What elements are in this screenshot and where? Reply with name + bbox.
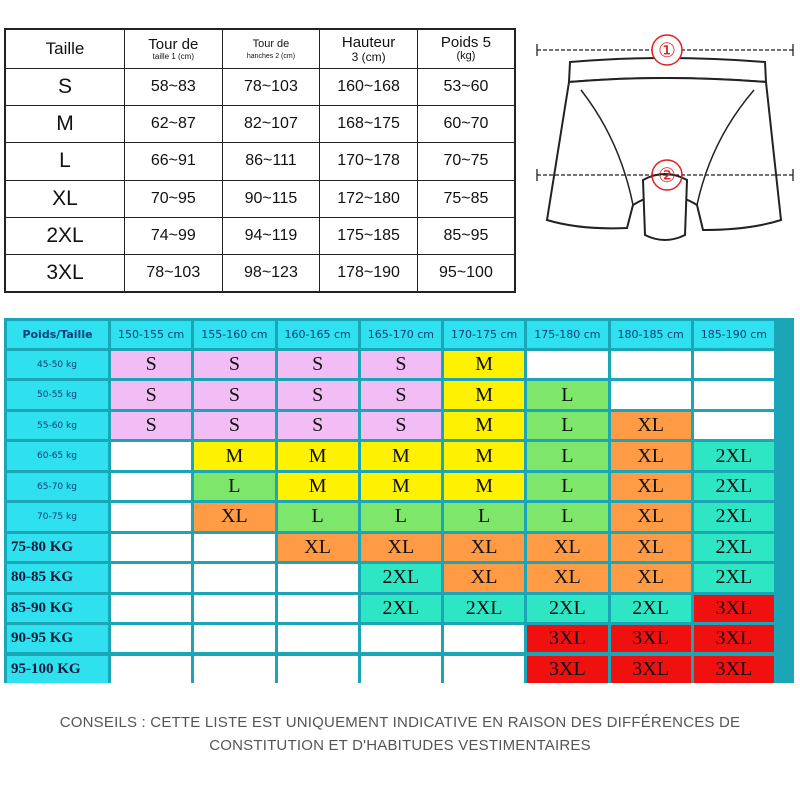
size-row [5,217,515,254]
size-recommendation-cell: 2XL [527,595,607,622]
size-recommendation-cell: 3XL [611,625,691,652]
size-recommendation-cell: XL [611,503,691,530]
size-recommendation-cell: S [111,351,191,378]
size-recommendation-cell: L [527,412,607,439]
size-recommendation-cell: 2XL [361,595,441,622]
height-cell: 168~175 [320,106,418,143]
size-recommendation-cell: M [278,442,358,469]
size-recommendation-cell [194,625,274,652]
size-recommendation-cell: XL [611,534,691,561]
size-row [5,106,515,143]
size-recommendation-cell: XL [194,503,274,530]
weight-row-header: 95-100 KG [7,656,108,683]
weight-row-header: 90-95 KG [7,625,108,652]
size-recommendation-cell [194,534,274,561]
advice-note [0,711,800,757]
shorts-measurement-illustration [535,30,795,265]
size-recommendation-cell: S [194,412,274,439]
size-recommendation-cell: XL [611,442,691,469]
hip-cell: 86~111 [222,143,320,180]
weight-cell: 75~85 [417,180,515,217]
size-recommendation-cell: L [278,503,358,530]
size-recommendation-cell: S [278,412,358,439]
size-recommendation-cell: L [527,473,607,500]
weight-row-header: 50-55 kg [7,381,108,408]
size-recommendation-cell: 2XL [611,595,691,622]
size-recommendation-cell: L [194,473,274,500]
waist-cell: 70~95 [125,180,223,217]
size-recommendation-cell [611,351,691,378]
size-recommendation-cell: L [527,503,607,530]
size-recommendation-cell [111,473,191,500]
size-recommendation-cell [611,381,691,408]
height-column-header: 185-190 cm [694,321,774,348]
header-sub-label: hanches 2 (cm) [246,52,296,60]
size-recommendation-cell: 3XL [611,656,691,683]
size-recommendation-cell: L [527,442,607,469]
advice-line-2: CONSTITUTION ET D'HABITUDES VESTIMENTAIRES [209,737,591,754]
waist-cell: 66~91 [125,143,223,180]
size-recommendation-cell [278,564,358,591]
hip-cell: 94~119 [222,217,320,254]
size-recommendation-cell: XL [278,534,358,561]
size-row [5,254,515,292]
weight-cell: 85~95 [417,217,515,254]
header-sub-label: (kg) [456,50,476,63]
hip-cell: 78~103 [222,69,320,106]
hip-cell: 98~123 [222,254,320,292]
size-recommendation-cell [111,503,191,530]
weight-row-header: 85-90 KG [7,595,108,622]
size-recommendation-cell [278,625,358,652]
size-recommendation-cell: XL [611,473,691,500]
size-recommendation-cell: M [194,442,274,469]
header-tour-de-taille [125,29,223,69]
size-recommendation-cell [111,564,191,591]
height-column-header: 175-180 cm [527,321,607,348]
size-recommendation-cell [361,656,441,683]
advice-line-1: CONSEILS : CETTE LISTE EST UNIQUEMENT INDICATIVE EN RAISON DES DIFFÉRENCES DE [59,714,741,731]
size-table-header-row [5,29,515,69]
size-recommendation-cell: 2XL [694,534,774,561]
size-recommendation-cell [111,595,191,622]
weight-cell: 53~60 [417,69,515,106]
size-recommendation-cell: XL [361,534,441,561]
size-recommendation-cell [694,351,774,378]
size-recommendation-cell: S [111,412,191,439]
size-recommendation-cell: M [444,473,524,500]
header-sub-label: 3 (cm) [351,49,386,64]
size-recommendation-cell: XL [611,412,691,439]
size-recommendation-cell [194,656,274,683]
size-recommendation-cell: XL [527,564,607,591]
size-recommendation-cell: M [444,412,524,439]
weight-row-header: 55-60 kg [7,412,108,439]
height-cell: 172~180 [320,180,418,217]
size-recommendation-cell [694,412,774,439]
size-recommendation-cell: 2XL [694,442,774,469]
size-recommendation-cell [111,656,191,683]
size-recommendation-cell: M [278,473,358,500]
size-recommendation-cell: 3XL [527,656,607,683]
size-recommendation-cell: S [278,381,358,408]
size-recommendation-cell [444,625,524,652]
weight-row-header: 65-70 kg [7,473,108,500]
size-recommendation-cell: 2XL [444,595,524,622]
size-chart-grid [4,318,794,683]
size-recommendation-cell [278,656,358,683]
size-recommendation-cell: M [444,442,524,469]
size-recommendation-cell: 2XL [694,503,774,530]
height-cell: 175~185 [320,217,418,254]
weight-row-header: 45-50 kg [7,351,108,378]
size-recommendation-cell [694,381,774,408]
size-recommendation-cell: S [361,381,441,408]
size-cell: 2XL [5,217,125,254]
height-cell: 178~190 [320,254,418,292]
size-row [5,180,515,217]
size-recommendation-cell: 3XL [694,625,774,652]
header-label: Tour de [148,35,199,53]
size-cell: M [5,106,125,143]
header-poids [417,29,515,69]
weight-row-header: 70-75 kg [7,503,108,530]
size-recommendation-cell: L [527,381,607,408]
hip-cell: 90~115 [222,180,320,217]
weight-cell: 95~100 [417,254,515,292]
weight-cell: 60~70 [417,106,515,143]
header-label: Poids 5 [440,34,491,52]
size-row [5,69,515,106]
size-recommendation-cell: 2XL [361,564,441,591]
height-column-header: 180-185 cm [611,321,691,348]
size-recommendation-cell: 2XL [694,564,774,591]
size-cell: 3XL [5,254,125,292]
waist-cell: 74~99 [125,217,223,254]
size-recommendation-cell: S [194,351,274,378]
waist-cell: 58~83 [125,69,223,106]
size-recommendation-cell: S [111,381,191,408]
weight-cell: 70~75 [417,143,515,180]
height-cell: 170~178 [320,143,418,180]
size-recommendation-cell: L [361,503,441,530]
height-cell: 160~168 [320,69,418,106]
size-recommendation-cell [194,564,274,591]
weight-row-header: 60-65 kg [7,442,108,469]
header-label: Hauteur [341,33,396,51]
size-recommendation-cell: 3XL [694,595,774,622]
size-recommendation-cell: S [194,381,274,408]
size-recommendation-cell: 3XL [527,625,607,652]
size-recommendation-cell: M [361,442,441,469]
size-recommendation-cell [361,625,441,652]
height-column-header: 150-155 cm [111,321,191,348]
size-recommendation-cell [111,442,191,469]
weight-row-header: 75-80 KG [7,534,108,561]
header-taille [5,29,125,69]
weight-row-header: 80-85 KG [7,564,108,591]
header-taille-label: Taille [45,39,85,59]
size-recommendation-cell [111,625,191,652]
waist-cell: 62~87 [125,106,223,143]
header-label: Tour de [252,37,290,50]
marker-1-label: ① [658,38,676,62]
size-recommendation-cell [527,351,607,378]
size-recommendation-cell: XL [527,534,607,561]
size-recommendation-cell: 3XL [694,656,774,683]
size-recommendation-cell: 2XL [694,473,774,500]
hip-cell: 82~107 [222,106,320,143]
size-row [5,143,515,180]
header-tour-de-hanches [222,29,320,69]
size-recommendation-cell: M [444,381,524,408]
height-column-header: 165-170 cm [361,321,441,348]
size-cell: XL [5,180,125,217]
header-hauteur [320,29,418,69]
size-recommendation-cell: S [278,351,358,378]
size-recommendation-cell: XL [611,564,691,591]
size-recommendation-cell [444,656,524,683]
size-recommendation-cell [194,595,274,622]
size-recommendation-cell: M [361,473,441,500]
corner-header: Poids/Taille [7,321,108,348]
waist-cell: 78~103 [125,254,223,292]
height-column-header: 160-165 cm [278,321,358,348]
size-recommendation-cell: S [361,351,441,378]
size-cell: S [5,69,125,106]
size-recommendation-cell: XL [444,564,524,591]
size-recommendation-cell [278,595,358,622]
height-column-header: 155-160 cm [194,321,274,348]
size-cell: L [5,143,125,180]
size-table [4,28,516,293]
size-recommendation-cell: M [444,351,524,378]
size-recommendation-cell: XL [444,534,524,561]
size-recommendation-cell: L [444,503,524,530]
header-sub-label: taille 1 (cm) [152,51,194,61]
height-column-header: 170-175 cm [444,321,524,348]
size-recommendation-cell [111,534,191,561]
marker-2-label: ② [658,163,676,187]
size-recommendation-cell: S [361,412,441,439]
